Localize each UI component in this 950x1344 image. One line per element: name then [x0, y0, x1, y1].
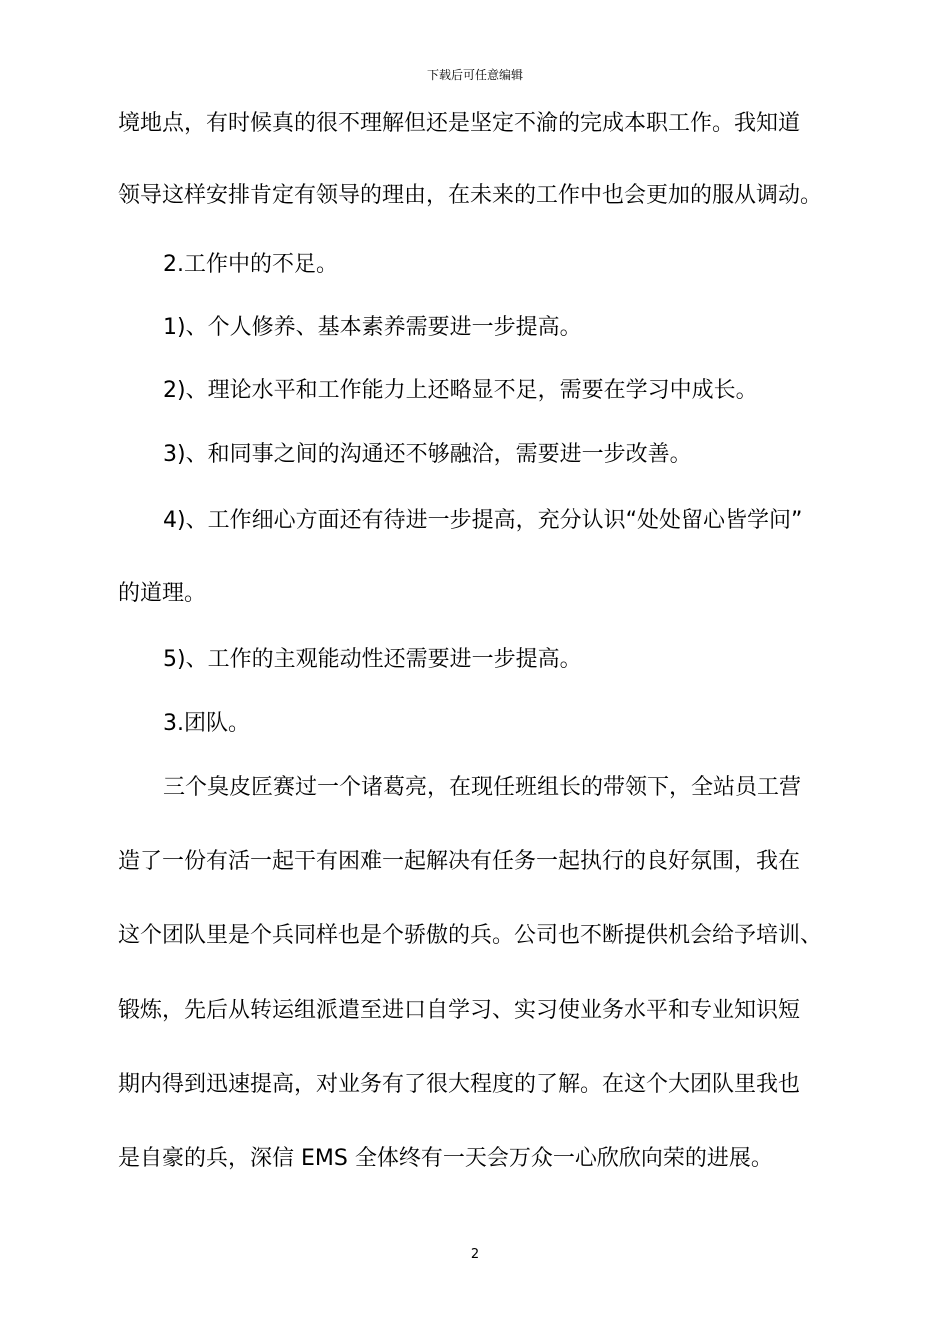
section-heading: 2.工作中的不足。 — [163, 252, 338, 277]
list-item: 2)、理论水平和工作能力上还略显不足，需要在学习中成长。 — [163, 378, 758, 403]
paragraph-line: 锻炼，先后从转运组派遣至进口自学习、实习使业务水平和专业知识短 — [118, 998, 801, 1023]
list-item: 1)、个人修养、基本素养需要进一步提高。 — [163, 315, 582, 340]
page-header: 下载后可任意编辑 — [426, 68, 523, 82]
page-number: 2 — [470, 1247, 480, 1262]
paragraph-line: 造了一份有活一起干有困难一起解决有任务一起执行的良好氛围，我在 — [118, 849, 801, 874]
section-heading: 3.团队。 — [163, 711, 250, 736]
list-item: 3)、和同事之间的沟通还不够融洽，需要进一步改善。 — [163, 442, 692, 467]
paragraph-line: 是自豪的兵，深信 EMS 全体终有一天会万众一心欣欣向荣的进展。 — [118, 1146, 773, 1171]
paragraph-line: 境地点，有时候真的很不理解但还是坚定不渝的完成本职工作。我知道 — [118, 111, 801, 136]
list-item: 5)、工作的主观能动性还需要进一步提高。 — [163, 647, 582, 672]
paragraph-line: 期内得到迅速提高，对业务有了很大程度的了解。在这个大团队里我也 — [118, 1072, 801, 1097]
list-item-continuation: 的道理。 — [118, 581, 207, 606]
paragraph-line: 领导这样安排肯定有领导的理由，在未来的工作中也会更加的服从调动。 — [118, 183, 823, 208]
list-item: 4)、工作细心方面还有待进一步提高，充分认识“处处留心皆学问” — [163, 508, 803, 533]
paragraph-line: 这个团队里是个兵同样也是个骄傲的兵。公司也不断提供机会给予培训、 — [118, 923, 823, 948]
paragraph-line: 三个臭皮匠赛过一个诸葛亮，在现任班组长的带领下，全站员工营 — [163, 775, 802, 800]
